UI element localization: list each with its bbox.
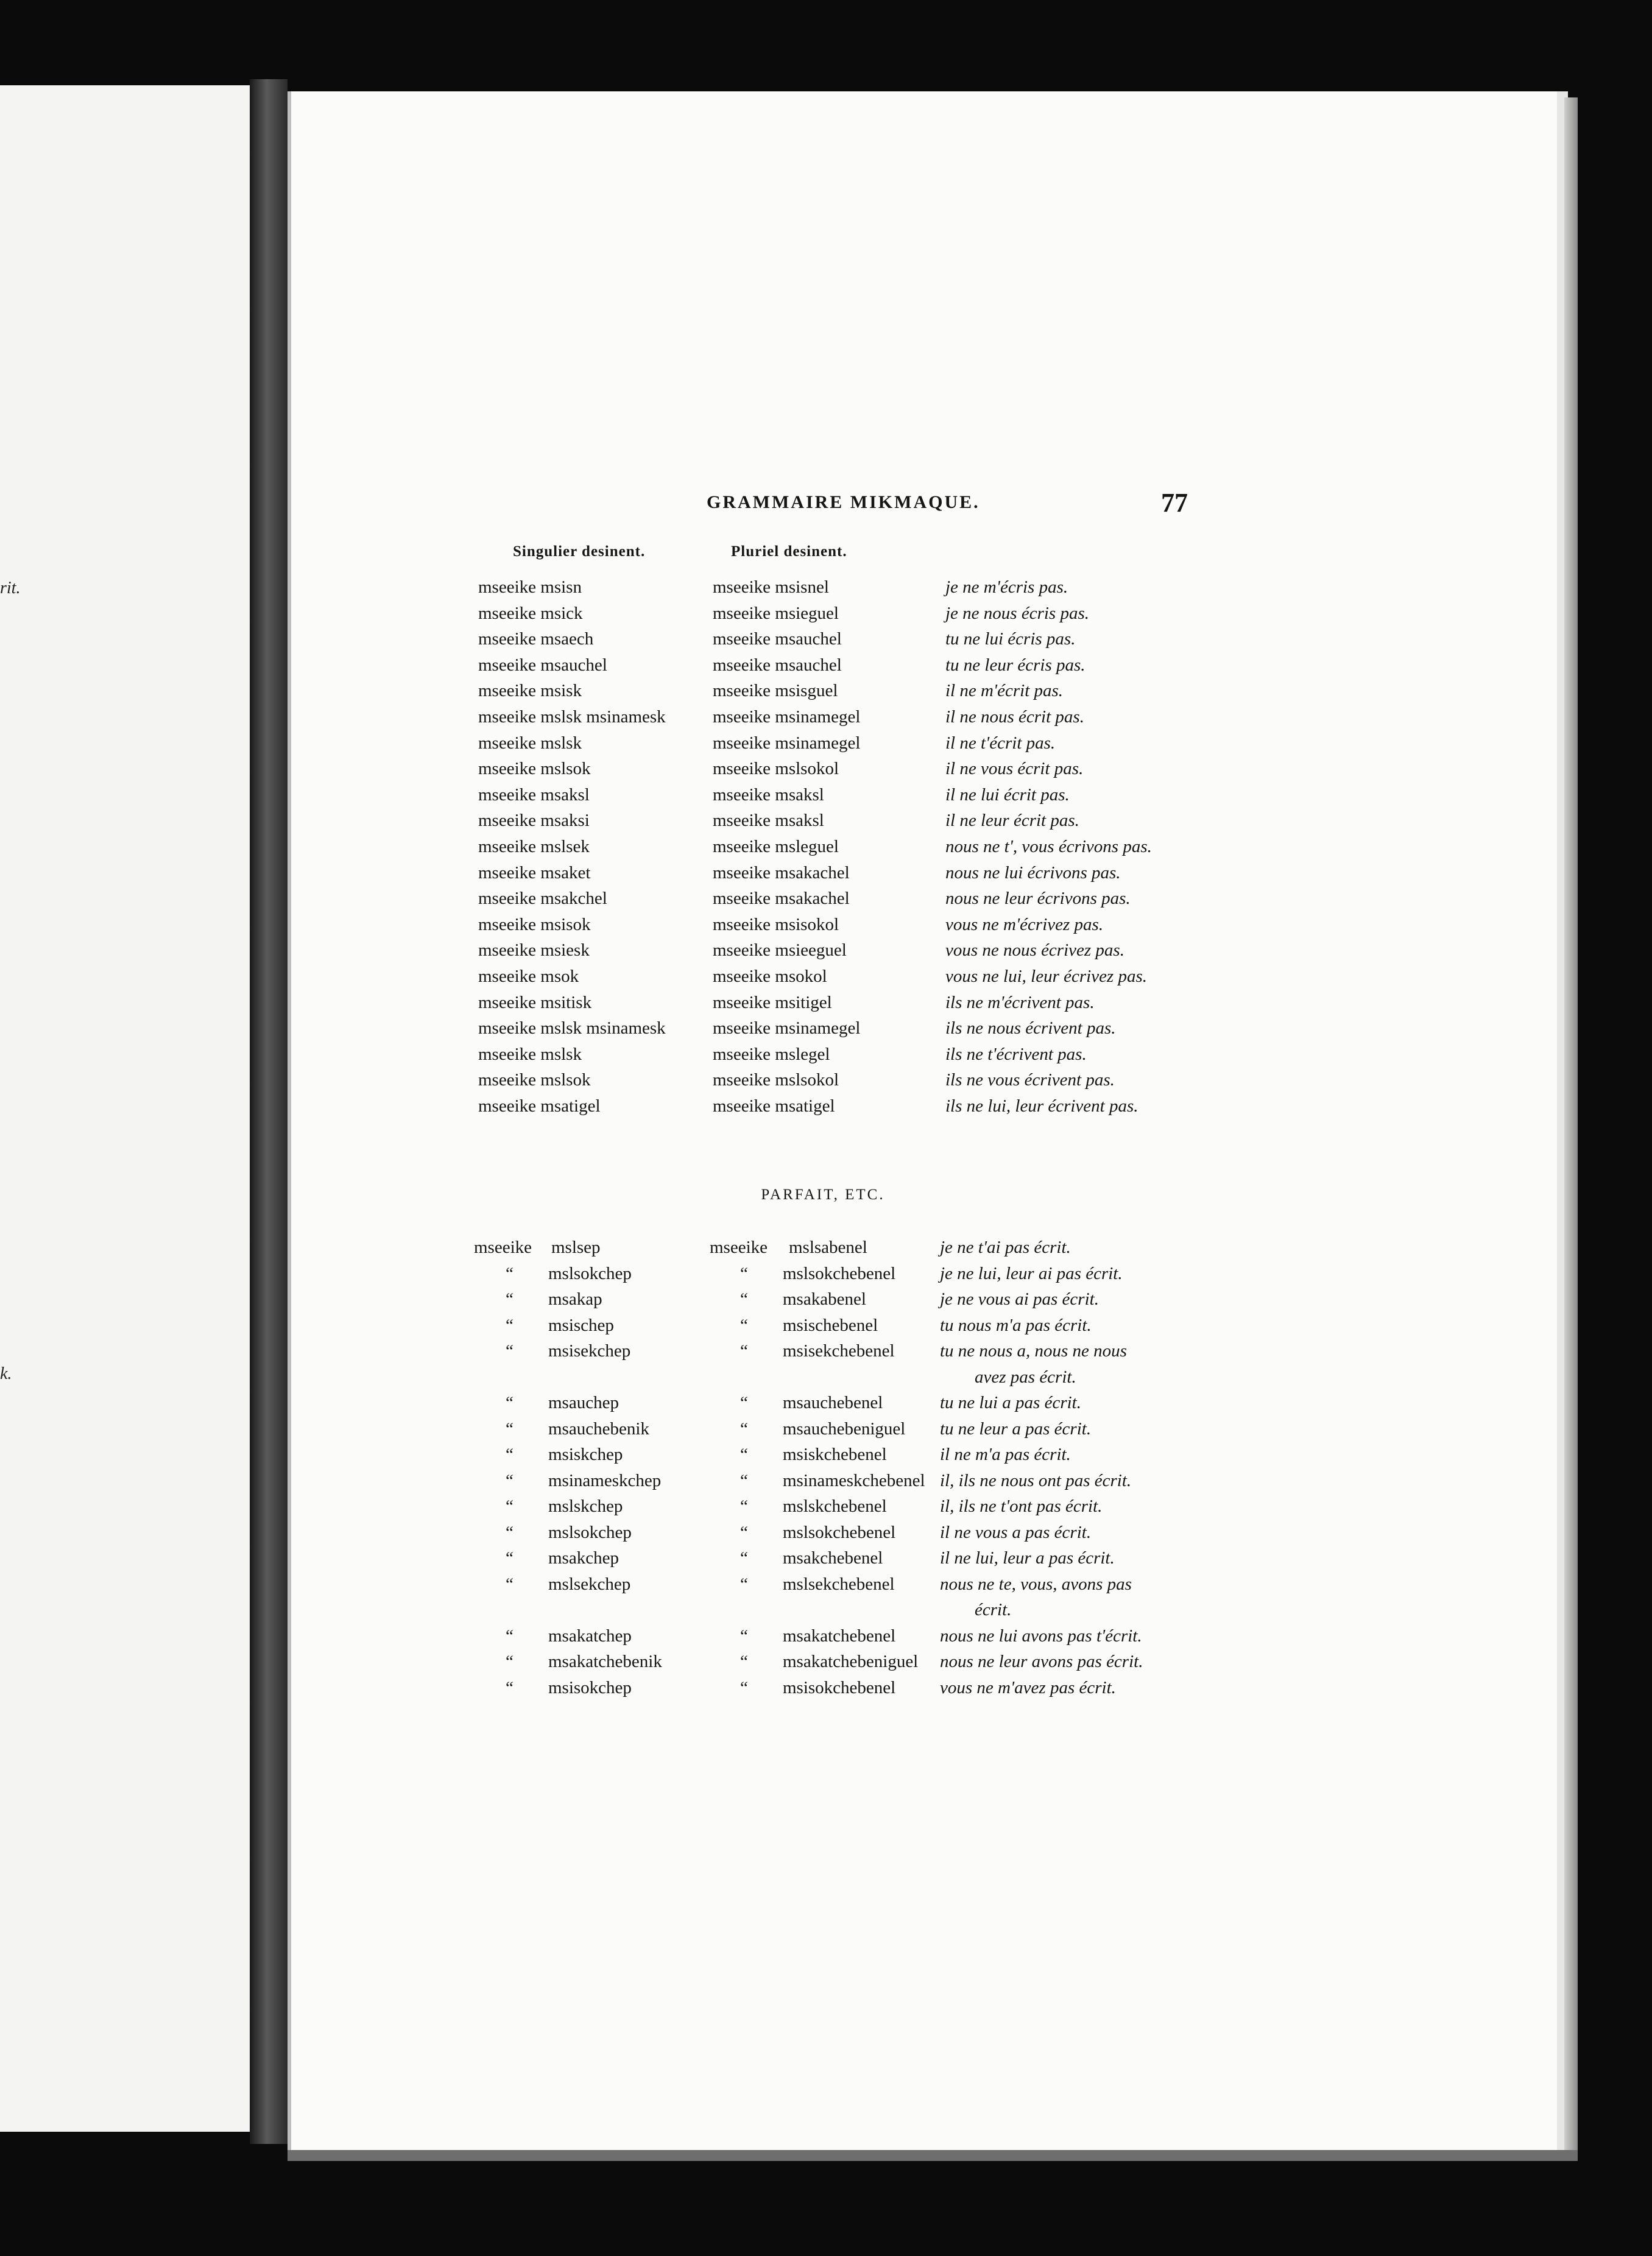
plural-form: mslsabenel [789, 1238, 867, 1257]
ditto-mark: “ [506, 1677, 514, 1697]
singular-form: mseeike mslsk [478, 733, 582, 753]
table-row [0, 889, 1652, 914]
table-row [0, 759, 1652, 784]
ditto-mark: “ [740, 1496, 748, 1516]
table-row [0, 1626, 1652, 1652]
ditto-mark: “ [740, 1315, 748, 1335]
french-translation: je ne nous écris pas. [945, 603, 1089, 623]
singular-form: mseeike msisk [478, 681, 582, 701]
plural-form: mseeike msisokol [713, 914, 839, 934]
table-row [0, 1471, 1652, 1496]
plural-form: mslskchebenel [783, 1496, 887, 1516]
left-page-fragment: rit. [0, 579, 21, 597]
plural-form: msisekchebenel [783, 1341, 895, 1361]
ditto-mark: “ [506, 1445, 514, 1464]
french-translation: nous ne t', vous écrivons pas. [945, 837, 1152, 856]
ditto-mark: “ [740, 1341, 748, 1361]
table-row [0, 915, 1652, 940]
plural-form: msinameskchebenel [783, 1470, 925, 1490]
ditto-mark: “ [506, 1574, 514, 1594]
table-row [0, 629, 1652, 655]
singular-form: mseeike msaksl [478, 784, 590, 805]
singular-form: msakatchep [548, 1626, 632, 1646]
table-row [0, 940, 1652, 966]
plural-form: mseeike msieguel [713, 603, 839, 623]
ditto-mark: “ [740, 1263, 748, 1283]
french-translation: il ne m'écrit pas. [945, 681, 1064, 701]
french-translation: il ne lui, leur a pas écrit. [940, 1548, 1115, 1568]
table-row [0, 1070, 1652, 1096]
plural-form: mseeike mslsokol [713, 1070, 839, 1090]
french-translation: nous ne te, vous, avons pas [940, 1574, 1132, 1594]
singular-form: mseeike msaech [478, 629, 594, 649]
plural-form: mseeike msauchel [713, 655, 842, 675]
singular-form: mseeike msick [478, 603, 583, 623]
french-translation: tu ne leur écris pas. [945, 655, 1085, 675]
french-translation: je ne lui, leur ai pas écrit. [940, 1263, 1123, 1283]
page-edge [1564, 97, 1578, 2156]
plural-form: mseeike mslegel [713, 1044, 830, 1064]
french-translation: ils ne m'écrivent pas. [945, 992, 1095, 1012]
plural-form: mseeike msleguel [713, 837, 839, 856]
table-row [0, 1574, 1652, 1600]
ditto-mark: “ [740, 1289, 748, 1309]
singular-form: mseeike msatigel [478, 1096, 601, 1116]
plural-form: mseeike mslsokol [713, 759, 839, 779]
singular-form: mseeike msiesk [478, 940, 590, 961]
table-row [0, 1548, 1652, 1574]
verb-prefix: mseeike [474, 1238, 532, 1257]
french-translation: je ne t'ai pas écrit. [940, 1238, 1071, 1257]
plural-form: mseeike msatigel [713, 1096, 835, 1116]
table-row [0, 863, 1652, 889]
french-translation-continued: écrit. [975, 1600, 1012, 1620]
french-translation: tu ne lui a pas écrit. [940, 1393, 1081, 1412]
french-translation: il, ils ne nous ont pas écrit. [940, 1470, 1132, 1490]
plural-form: msakchebenel [783, 1548, 883, 1568]
ditto-mark: “ [506, 1419, 514, 1439]
plural-form: mseeike msinamegel [713, 1018, 861, 1038]
ditto-mark: “ [740, 1522, 748, 1542]
ditto-mark: “ [506, 1522, 514, 1542]
plural-form: mslsekchebenel [783, 1574, 895, 1594]
plural-form: msiskchebenel [783, 1445, 887, 1464]
french-translation: tu ne lui écris pas. [945, 629, 1076, 649]
french-translation: ils ne nous écrivent pas. [945, 1018, 1116, 1038]
table-row [0, 655, 1652, 681]
table-row [0, 707, 1652, 733]
singular-form: msauchep [548, 1393, 619, 1412]
french-translation: nous ne leur avons pas écrit. [940, 1652, 1143, 1671]
singular-form: mseeike msisok [478, 914, 591, 934]
french-translation: je ne vous ai pas écrit. [940, 1289, 1099, 1309]
french-translation: ils ne t'écrivent pas. [945, 1044, 1087, 1064]
french-translation: il ne vous écrit pas. [945, 759, 1084, 779]
plural-form: mslsokchebenel [783, 1522, 896, 1542]
french-translation: il ne t'écrit pas. [945, 733, 1056, 753]
ditto-mark: “ [740, 1652, 748, 1671]
singular-form: mslsokchep [548, 1263, 632, 1283]
table-row [0, 733, 1652, 759]
plural-form: msakabenel [783, 1289, 866, 1309]
table-row [0, 1096, 1652, 1122]
plural-form: mseeike msisguel [713, 681, 838, 701]
table-row [0, 993, 1652, 1018]
section-title [0, 1186, 1652, 1204]
page-bottom-edge [288, 2150, 1578, 2161]
singular-form: mseeike msitisk [478, 992, 592, 1012]
table-row [0, 1523, 1652, 1548]
verb-prefix: mseeike [710, 1238, 768, 1257]
singular-form: msisokchep [548, 1677, 632, 1697]
ditto-mark: “ [506, 1315, 514, 1335]
table-row [0, 1238, 1652, 1263]
french-translation: nous ne lui écrivons pas. [945, 862, 1121, 883]
french-translation: tu ne nous a, nous ne nous [940, 1341, 1127, 1361]
singular-form: mseeike mslsek [478, 837, 590, 856]
table-row [0, 1445, 1652, 1470]
singular-form: msauchebenik [548, 1419, 649, 1439]
plural-form: msakatchebenel [783, 1626, 896, 1646]
plural-form: mslsokchebenel [783, 1263, 896, 1283]
plural-form: mseeike msakachel [713, 862, 850, 883]
singular-form: mseeike msisn [478, 577, 582, 597]
singular-form: mslsep [551, 1238, 601, 1257]
plural-form: mseeike msokol [713, 967, 827, 986]
singular-form: mseeike mslsok [478, 759, 591, 779]
singular-form: msakatchebenik [548, 1652, 662, 1671]
column-headers [0, 543, 1652, 568]
plural-form: msauchebeniguel [783, 1419, 906, 1439]
table-row [0, 1264, 1652, 1289]
plural-header: Pluriel desinent. [731, 543, 847, 560]
french-translation: il ne leur écrit pas. [945, 811, 1079, 831]
french-translation: nous ne lui avons pas t'écrit. [940, 1626, 1142, 1646]
french-translation: vous ne nous écrivez pas. [945, 940, 1124, 961]
singular-form: mseeike mslsk msinamesk [478, 707, 666, 727]
singular-form: msischep [548, 1315, 614, 1335]
plural-form: mseeike msitigel [713, 992, 832, 1012]
singular-form: mseeike mslsk [478, 1044, 582, 1064]
ditto-mark: “ [740, 1574, 748, 1594]
ditto-mark: “ [506, 1393, 514, 1412]
singular-form: mslsekchep [548, 1574, 631, 1594]
french-translation: vous ne lui, leur écrivez pas. [945, 967, 1148, 986]
ditto-mark: “ [740, 1419, 748, 1439]
french-translation: vous ne m'écrivez pas. [945, 914, 1104, 934]
plural-form: msakatchebeniguel [783, 1652, 919, 1671]
left-page-fragment: k. [0, 1364, 12, 1383]
singular-form: msiskchep [548, 1445, 623, 1464]
plural-form: mseeike msinamegel [713, 733, 861, 753]
singular-form: mseeike msakchel [478, 889, 607, 909]
table-row [0, 1018, 1652, 1044]
french-translation: nous ne leur écrivons pas. [945, 889, 1131, 909]
ditto-mark: “ [506, 1470, 514, 1490]
table-row [0, 577, 1652, 603]
table-row [0, 1393, 1652, 1419]
plural-form: mseeike msinamegel [713, 707, 861, 727]
singular-form: msakchep [548, 1548, 619, 1568]
table-row [0, 1496, 1652, 1522]
ditto-mark: “ [506, 1341, 514, 1361]
page-header [707, 487, 1194, 524]
table-row [0, 1289, 1652, 1315]
singular-form: msakap [548, 1289, 602, 1309]
ditto-mark: “ [740, 1626, 748, 1646]
french-translation: ils ne lui, leur écrivent pas. [945, 1096, 1138, 1116]
plural-form: mseeike msieeguel [713, 940, 847, 961]
table-row [0, 811, 1652, 836]
ditto-mark: “ [506, 1652, 514, 1671]
french-translation: il ne nous écrit pas. [945, 707, 1084, 727]
plural-form: msauchebenel [783, 1393, 883, 1412]
plural-form: msisokchebenel [783, 1677, 896, 1697]
singular-form: msinameskchep [548, 1470, 662, 1490]
french-translation: je ne m'écris pas. [945, 577, 1068, 597]
french-translation: vous ne m'avez pas écrit. [940, 1677, 1116, 1697]
table-row [0, 1419, 1652, 1445]
table-row [0, 1678, 1652, 1704]
table-row [0, 1341, 1652, 1367]
singular-form: mseeike msaket [478, 862, 591, 883]
plural-form: mseeike msisnel [713, 577, 829, 597]
french-translation: tu nous m'a pas écrit. [940, 1315, 1092, 1335]
singular-form: mslskchep [548, 1496, 623, 1516]
perfect-title: PARFAIT, ETC. [761, 1186, 885, 1203]
french-translation: il ne vous a pas écrit. [940, 1522, 1092, 1542]
singular-form: mseeike msok [478, 967, 579, 986]
french-translation: il ne lui écrit pas. [945, 784, 1070, 805]
singular-form: mseeike mslsok [478, 1070, 591, 1090]
ditto-mark: “ [740, 1470, 748, 1490]
singular-form: mseeike msauchel [478, 655, 607, 675]
ditto-mark: “ [506, 1626, 514, 1646]
ditto-mark: “ [506, 1548, 514, 1568]
table-row [0, 1045, 1652, 1070]
plural-form: mseeike msakachel [713, 889, 850, 909]
ditto-mark: “ [740, 1548, 748, 1568]
running-title: GRAMMAIRE MIKMAQUE. [707, 492, 980, 512]
french-translation: tu ne leur a pas écrit. [940, 1419, 1092, 1439]
plural-form: mseeike msauchel [713, 629, 842, 649]
singular-form: mseeike msaksi [478, 811, 590, 831]
table-row [0, 967, 1652, 992]
singular-form: mslsokchep [548, 1522, 632, 1542]
french-translation-continued: avez pas écrit. [975, 1367, 1076, 1387]
table-row [0, 1316, 1652, 1341]
french-translation: il ne m'a pas écrit. [940, 1445, 1071, 1464]
table-row [0, 604, 1652, 629]
ditto-mark: “ [740, 1393, 748, 1412]
french-translation: ils ne vous écrivent pas. [945, 1070, 1115, 1090]
singular-form: msisekchep [548, 1341, 631, 1361]
ditto-mark: “ [506, 1263, 514, 1283]
french-translation: il, ils ne t'ont pas écrit. [940, 1496, 1103, 1516]
singular-form: mseeike mslsk msinamesk [478, 1018, 666, 1038]
table-row [0, 837, 1652, 862]
ditto-mark: “ [506, 1496, 514, 1516]
plural-form: msischebenel [783, 1315, 878, 1335]
ditto-mark: “ [506, 1289, 514, 1309]
ditto-mark: “ [740, 1677, 748, 1697]
table-row [0, 1652, 1652, 1677]
ditto-mark: “ [740, 1445, 748, 1464]
plural-form: mseeike msaksl [713, 784, 824, 805]
table-row [0, 681, 1652, 707]
page-number: 77 [1161, 488, 1188, 518]
singular-header: Singulier desinent. [513, 543, 646, 560]
table-row [0, 785, 1652, 811]
plural-form: mseeike msaksl [713, 811, 824, 831]
